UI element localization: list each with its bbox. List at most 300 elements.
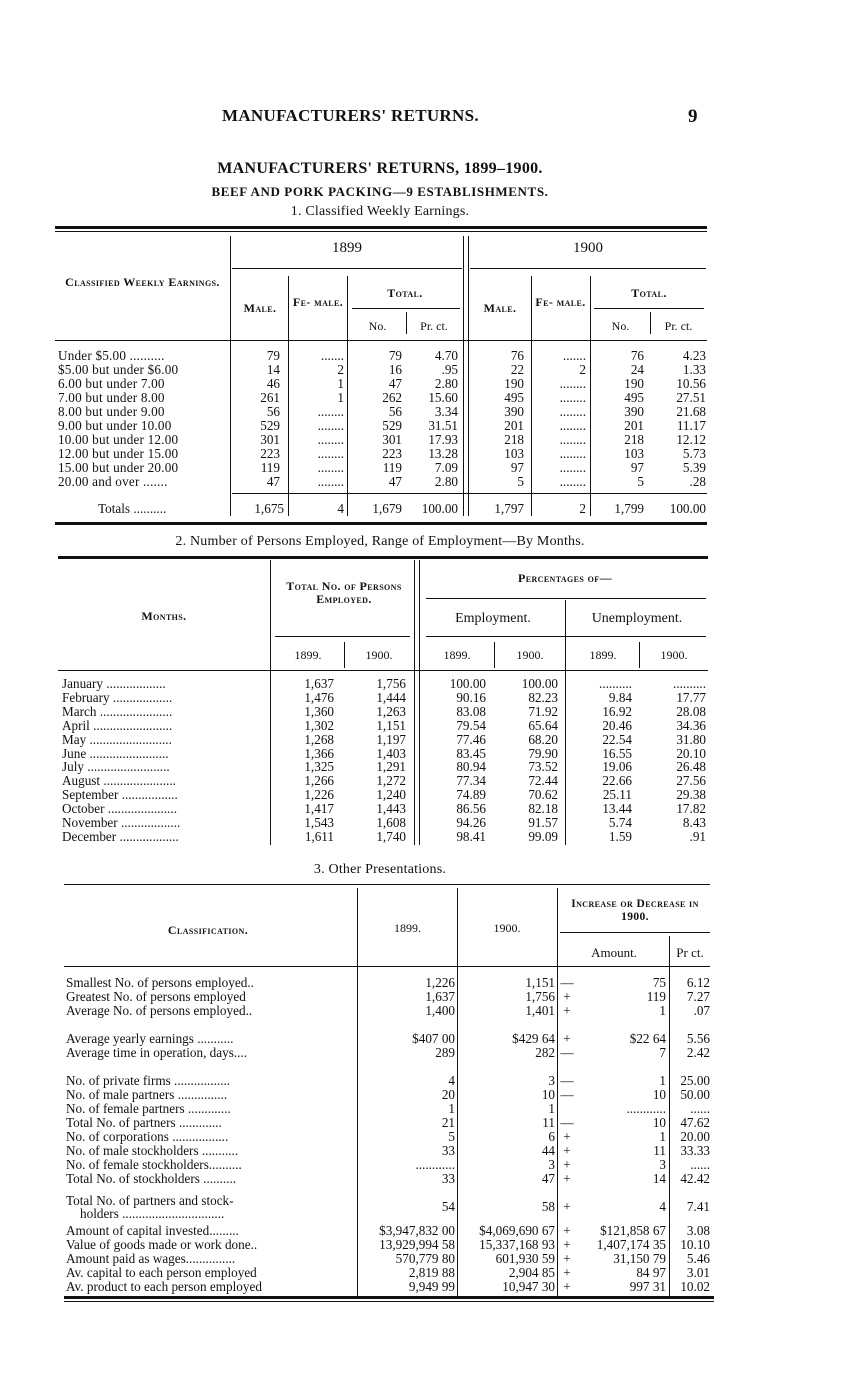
cell-emp-1899: 100.00 — [449, 676, 486, 691]
cell-1899: 21 — [441, 1115, 455, 1130]
cell-amount: 31,150 79 — [613, 1251, 666, 1266]
cell-female-1899: 1 — [337, 390, 344, 405]
cell-female-1900: 2 — [579, 362, 586, 377]
cell-amount: 1 — [659, 1073, 666, 1088]
cell-prct-1899: 17.93 — [428, 432, 458, 447]
table-rule — [58, 556, 708, 559]
cell-emp-1899: 98.41 — [456, 828, 486, 844]
cell-no-1899: 119 — [382, 460, 402, 475]
table-rule — [55, 340, 707, 341]
cell-female-1899: ........ — [317, 418, 344, 433]
cell-1900: 1,401 — [525, 1003, 555, 1018]
cell-no-1899: 529 — [382, 418, 402, 433]
table-row — [0, 719, 862, 733]
cell-amount: $22 64 — [629, 1031, 666, 1046]
section1-title: 1. Classified Weekly Earnings. — [290, 204, 470, 219]
sign-icon: + — [563, 1143, 571, 1158]
table-rule — [64, 1296, 714, 1299]
row-label: $5.00 but under $6.00 — [58, 363, 179, 377]
cell-prct-1899: 15.60 — [428, 390, 458, 405]
table-row — [0, 788, 862, 802]
s2-y1900-total: 1900. — [365, 648, 393, 662]
cell-female-1900: ........ — [559, 446, 586, 461]
sign-icon: + — [563, 1279, 571, 1294]
cell-amount: 7 — [659, 1045, 666, 1060]
row-label: 20.00 and over ....... — [58, 475, 168, 489]
cell-emp-1899: 86.56 — [456, 801, 486, 817]
running-head: MANUFACTURERS' RETURNS. — [222, 106, 479, 125]
cell-prct-1900: 5.73 — [682, 446, 706, 461]
cell-1899: 1,637 — [425, 989, 455, 1004]
cell-female-1900: ........ — [559, 418, 586, 433]
s2-col-unemployment: Unemployment. — [591, 611, 683, 626]
row-label: 8.00 but under 9.00 — [58, 405, 165, 419]
table-rule — [594, 308, 704, 309]
cell-1899: 4 — [448, 1073, 455, 1088]
s2-col-total: Total No. of Persons Employed. — [286, 579, 402, 606]
class-label: Total No. of partners and stock- — [66, 1194, 234, 1208]
month-label: October ..................... — [62, 802, 178, 817]
cell-total-1900: 1,608 — [376, 815, 406, 830]
cell-no-1900: 24 — [630, 362, 644, 377]
cell-no-1900: 495 — [624, 390, 644, 405]
s1-prct-1899: Pr. ct. — [420, 319, 448, 333]
cell-prct: 2.42 — [686, 1045, 710, 1060]
table-row — [0, 1088, 862, 1102]
cell-female-1899: ........ — [317, 432, 344, 447]
table-row — [0, 733, 862, 747]
cell-prct-1900: 11.17 — [676, 418, 706, 433]
cell-female-1899: ........ — [317, 446, 344, 461]
class-label: No. of male partners ............... — [66, 1088, 228, 1102]
table-row — [0, 1074, 862, 1088]
month-label: March ...................... — [62, 704, 173, 719]
cell-amount: 1 — [659, 1129, 666, 1144]
cell-1899: 2,819 88 — [408, 1265, 455, 1280]
cell-female-1899: ........ — [317, 460, 344, 475]
table-rule — [426, 636, 706, 637]
cell-prct: 33.33 — [680, 1143, 710, 1158]
cell-male-1899: 119 — [260, 460, 280, 475]
cell-prct: 3.08 — [686, 1223, 710, 1238]
class-label: Smallest No. of persons employed.. — [66, 976, 254, 990]
cell-prct-1899: 3.34 — [434, 404, 458, 419]
cell-total-1899: 1,417 — [304, 801, 334, 817]
cell-male-1900: 103 — [504, 446, 524, 461]
cell-unemp-1899: 5.74 — [608, 815, 632, 830]
table-rule — [55, 226, 707, 229]
cell-emp-1899: 79.54 — [456, 717, 486, 733]
cell-no-1899: 262 — [382, 390, 402, 405]
cell-amount: $121,858 67 — [600, 1223, 666, 1238]
total-prct-1899: 100.00 — [421, 501, 458, 516]
cell-prct: 47.62 — [680, 1115, 710, 1130]
s3-col-1900: 1900. — [493, 921, 521, 935]
cell-amount: 84 97 — [636, 1265, 666, 1280]
table-row — [0, 1172, 862, 1186]
cell-unemp-1899: 20.46 — [602, 717, 632, 733]
table-row — [0, 1116, 862, 1130]
s1-female-1899: Fe- male. — [292, 295, 344, 309]
table-row — [0, 405, 862, 419]
cell-total-1900: 1,443 — [376, 801, 406, 817]
cell-unemp-1900: .......... — [673, 676, 706, 691]
cell-prct: 25.00 — [680, 1073, 710, 1088]
table-rule — [55, 231, 707, 232]
s3-col-amount: Amount. — [591, 945, 637, 960]
cell-emp-1899: 77.46 — [456, 731, 486, 747]
cell-1900: 1,151 — [525, 975, 555, 990]
cell-male-1900: 5 — [517, 474, 524, 489]
cell-prct-1900: 4.23 — [682, 348, 706, 363]
cell-emp-1900: 79.90 — [528, 745, 558, 761]
cell-no-1899: 56 — [388, 404, 402, 419]
s2-y1899-emp: 1899. — [443, 648, 471, 662]
cell-unemp-1900: .91 — [689, 828, 706, 844]
cell-1899: 54 — [441, 1199, 455, 1214]
row-label: 6.00 but under 7.00 — [58, 377, 165, 391]
cell-emp-1900: 70.62 — [528, 787, 558, 803]
cell-amount: 14 — [652, 1171, 666, 1186]
sign-icon: + — [563, 1237, 571, 1252]
cell-1899: 9,949 99 — [408, 1279, 455, 1294]
cell-unemp-1900: 17.82 — [676, 801, 706, 817]
cell-emp-1900: 68.20 — [528, 731, 558, 747]
cell-1899: ............ — [415, 1157, 455, 1172]
table-row — [0, 447, 862, 461]
cell-emp-1899: 90.16 — [456, 689, 486, 705]
cell-emp-1900: 71.92 — [528, 703, 558, 719]
sign-icon: + — [563, 1199, 571, 1214]
cell-unemp-1900: 29.38 — [676, 787, 706, 803]
cell-male-1899: 14 — [266, 362, 280, 377]
sign-icon: + — [563, 1031, 571, 1046]
cell-male-1900: 22 — [510, 362, 524, 377]
table-row — [0, 1158, 862, 1172]
cell-unemp-1899: 1.59 — [608, 828, 632, 844]
table-rule — [470, 268, 706, 269]
cell-total-1900: 1,240 — [376, 787, 406, 803]
cell-prct-1899: 2.80 — [434, 474, 458, 489]
cell-amount: 75 — [652, 975, 666, 990]
cell-male-1899: 56 — [266, 404, 280, 419]
cell-emp-1900: 73.52 — [528, 759, 558, 775]
cell-total-1900: 1,197 — [376, 731, 406, 747]
total-female-1900: 2 — [579, 501, 586, 516]
total-female-1899: 4 — [337, 501, 344, 516]
cell-unemp-1900: 17.77 — [676, 689, 706, 705]
table-row — [0, 1252, 862, 1266]
class-label: Average time in operation, days.... — [66, 1046, 248, 1060]
class-label: Total No. of stockholders .......... — [66, 1172, 237, 1186]
cell-male-1900: 190 — [504, 376, 524, 391]
cell-1899: 1 — [448, 1101, 455, 1116]
cell-prct: 5.46 — [686, 1251, 710, 1266]
cell-prct-1899: 4.70 — [434, 348, 458, 363]
cell-total-1899: 1,476 — [304, 689, 334, 705]
cell-male-1900: 97 — [510, 460, 524, 475]
class-label: Greatest No. of persons employed — [66, 990, 246, 1004]
cell-unemp-1900: 34.36 — [676, 717, 706, 733]
cell-1900: 58 — [541, 1199, 555, 1214]
cell-amount: 10 — [652, 1087, 666, 1102]
table-row — [0, 1144, 862, 1158]
main-title: MANUFACTURERS' RETURNS, 1899–1900. — [217, 160, 543, 177]
month-label: December .................. — [62, 829, 179, 844]
sign-icon: + — [563, 989, 571, 1004]
s1-no-1900: No. — [611, 319, 630, 333]
s3-col-1899: 1899. — [394, 921, 421, 935]
cell-emp-1900: 91.57 — [528, 815, 558, 830]
table-rule — [275, 636, 410, 637]
sub-title: BEEF AND PORK PACKING—9 ESTABLISHMENTS. — [211, 184, 549, 199]
cell-prct-1900: 12.12 — [676, 432, 706, 447]
total-no-1900: 1,799 — [614, 501, 644, 516]
class-label: Average yearly earnings ........... — [66, 1032, 234, 1046]
cell-no-1899: 79 — [388, 348, 402, 363]
cell-emp-1900: 82.18 — [528, 801, 558, 817]
cell-female-1899: 1 — [337, 376, 344, 391]
table-rule — [352, 308, 460, 309]
cell-1899: 1,400 — [425, 1003, 455, 1018]
table-row — [0, 1046, 862, 1060]
cell-total-1899: 1,611 — [304, 828, 334, 844]
s2-y1900-emp: 1900. — [516, 648, 544, 662]
cell-total-1899: 1,268 — [304, 731, 334, 747]
cell-male-1899: 261 — [260, 390, 280, 405]
sign-icon: + — [563, 1171, 571, 1186]
cell-female-1899: ........ — [317, 474, 344, 489]
cell-emp-1900: 99.09 — [528, 828, 558, 844]
table-row — [0, 816, 862, 830]
cell-no-1899: 301 — [382, 432, 402, 447]
class-label: Amount paid as wages............... — [66, 1252, 236, 1266]
cell-prct: ...... — [690, 1157, 710, 1172]
cell-1900: $4,069,690 67 — [479, 1223, 555, 1238]
cell-unemp-1899: 22.54 — [602, 731, 632, 747]
table-row — [0, 1224, 862, 1238]
s2-col-employment: Employment. — [455, 611, 531, 626]
month-label: August ...................... — [62, 774, 176, 789]
cell-amount: 3 — [659, 1157, 666, 1172]
cell-no-1900: 190 — [624, 376, 644, 391]
sign-icon: + — [563, 1265, 571, 1280]
s3-col-classification: Classification. — [167, 923, 249, 937]
cell-unemp-1899: 16.55 — [602, 745, 632, 761]
section3-title: 3. Other Presentations. — [313, 862, 447, 877]
table-rule — [64, 884, 710, 885]
cell-emp-1900: 100.00 — [521, 676, 558, 691]
cell-prct: 50.00 — [680, 1087, 710, 1102]
cell-emp-1899: 77.34 — [456, 773, 486, 789]
table-row — [0, 1102, 862, 1116]
cell-1900: 47 — [541, 1171, 555, 1186]
cell-total-1900: 1,756 — [376, 676, 406, 691]
cell-prct: 3.01 — [686, 1265, 710, 1280]
cell-1900: 10 — [541, 1087, 555, 1102]
cell-unemp-1900: 31.80 — [676, 731, 706, 747]
month-label: November .................. — [62, 816, 181, 830]
cell-1899: $3,947,832 00 — [379, 1223, 455, 1238]
cell-1900: 15,337,168 93 — [479, 1237, 555, 1252]
cell-male-1899: 529 — [260, 418, 280, 433]
cell-1899: 570,779 80 — [395, 1251, 455, 1266]
cell-total-1899: 1,360 — [304, 703, 334, 719]
cell-male-1899: 301 — [260, 432, 280, 447]
cell-prct-1899: 7.09 — [434, 460, 458, 475]
cell-male-1900: 390 — [504, 404, 524, 419]
s2-y1899-unemp: 1899. — [589, 648, 617, 662]
cell-1900: 10,947 30 — [502, 1279, 555, 1294]
cell-1899: 13,929,994 58 — [379, 1237, 455, 1252]
cell-female-1899: 2 — [337, 362, 344, 377]
cell-prct-1900: 27.51 — [676, 390, 706, 405]
s1-male-1899: Male. — [243, 301, 277, 315]
s1-col-header: Classified Weekly Earnings. — [65, 275, 220, 289]
cell-unemp-1900: 8.43 — [682, 815, 706, 830]
cell-1900: 1 — [548, 1101, 555, 1116]
cell-prct-1900: 1.33 — [682, 362, 706, 377]
table-row — [0, 1130, 862, 1144]
cell-1900: 282 — [535, 1045, 555, 1060]
cell-unemp-1899: 16.92 — [602, 703, 632, 719]
month-label: September ................. — [62, 788, 178, 803]
cell-amount: 11 — [653, 1143, 666, 1158]
table-row — [0, 1238, 862, 1252]
cell-1900: 1,756 — [525, 989, 555, 1004]
sign-icon: — — [560, 975, 574, 990]
table-row — [0, 1032, 862, 1046]
cell-1900: 6 — [548, 1129, 555, 1144]
cell-prct: 7.27 — [686, 989, 710, 1004]
cell-female-1900: ........ — [559, 376, 586, 391]
row-label: 9.00 but under 10.00 — [58, 419, 172, 433]
table-rule — [58, 670, 708, 671]
cell-1899: 20 — [441, 1087, 455, 1102]
sign-icon: — — [560, 1073, 574, 1088]
cell-1899: 1,226 — [425, 975, 455, 990]
cell-1899: 33 — [441, 1171, 455, 1186]
cell-amount: 1 — [659, 1003, 666, 1018]
class-label: Av. product to each person employed — [66, 1280, 262, 1294]
cell-1900: 601,930 59 — [495, 1251, 555, 1266]
row-label: 10.00 but under 12.00 — [58, 433, 179, 447]
cell-emp-1899: 94.26 — [456, 815, 486, 830]
cell-male-1899: 79 — [266, 348, 280, 363]
table-rule — [426, 598, 706, 599]
cell-total-1899: 1,226 — [304, 787, 334, 803]
s1-no-1899: No. — [368, 319, 387, 333]
class-label: No. of female partners ............. — [66, 1102, 231, 1116]
table-rule — [55, 522, 707, 525]
row-label: Under $5.00 .......... — [58, 349, 165, 363]
cell-female-1900: ........ — [559, 404, 586, 419]
month-label: July ......................... — [62, 760, 170, 775]
cell-male-1900: 201 — [504, 418, 524, 433]
s2-y1900-unemp: 1900. — [660, 648, 688, 662]
table-row — [0, 677, 862, 691]
cell-male-1899: 223 — [260, 446, 280, 461]
table-row — [0, 419, 862, 433]
sign-icon: — — [560, 1115, 574, 1130]
month-label: April ........................ — [62, 718, 173, 733]
cell-total-1900: 1,403 — [376, 745, 406, 761]
class-label: Amount of capital invested......... — [66, 1224, 239, 1238]
class-label: No. of female stockholders.......... — [66, 1158, 242, 1172]
table-row — [0, 705, 862, 719]
cell-unemp-1899: 19.06 — [602, 759, 632, 775]
class-label: No. of corporations ................. — [66, 1130, 229, 1144]
cell-prct: 10.10 — [680, 1237, 710, 1252]
cell-amount: ............ — [626, 1101, 666, 1116]
s1-year-1900: 1900 — [573, 240, 603, 256]
total-prct-1900: 100.00 — [669, 501, 706, 516]
table-rule — [64, 1301, 714, 1302]
cell-emp-1899: 80.94 — [456, 759, 486, 775]
cell-prct-1900: 10.56 — [676, 376, 706, 391]
cell-no-1899: 16 — [388, 362, 402, 377]
cell-total-1899: 1,366 — [304, 745, 334, 761]
table-row-values — [0, 1200, 862, 1214]
cell-no-1899: 47 — [388, 474, 402, 489]
cell-prct: 7.41 — [686, 1199, 710, 1214]
cell-no-1899: 223 — [382, 446, 402, 461]
cell-no-1900: 97 — [630, 460, 644, 475]
cell-total-1899: 1,543 — [304, 815, 334, 830]
cell-1899: 289 — [435, 1045, 455, 1060]
table-row — [0, 349, 862, 363]
sign-icon: — — [560, 1087, 574, 1102]
class-label: Total No. of partners ............. — [66, 1116, 222, 1130]
cell-total-1900: 1,740 — [376, 828, 406, 844]
s2-col-months: Months. — [141, 609, 187, 623]
cell-prct-1899: .95 — [441, 362, 458, 377]
cell-unemp-1899: 25.11 — [602, 787, 632, 803]
cell-prct-1900: 5.39 — [682, 460, 706, 475]
table-row — [0, 802, 862, 816]
table-row — [0, 774, 862, 788]
cell-total-1900: 1,444 — [376, 689, 406, 705]
cell-male-1899: 46 — [266, 376, 280, 391]
s1-year-1899: 1899 — [332, 240, 362, 256]
cell-prct: ...... — [690, 1101, 710, 1116]
table-row — [0, 1004, 862, 1018]
cell-prct: 42.42 — [680, 1171, 710, 1186]
cell-1900: $429 64 — [512, 1031, 555, 1046]
cell-prct-1899: 31.51 — [428, 418, 458, 433]
cell-total-1900: 1,272 — [376, 773, 406, 789]
cell-prct: .07 — [693, 1003, 710, 1018]
month-label: January .................. — [62, 677, 166, 691]
cell-no-1899: 47 — [388, 376, 402, 391]
row-label: 7.00 but under 8.00 — [58, 391, 165, 405]
cell-emp-1900: 72.44 — [528, 773, 558, 789]
cell-unemp-1900: 26.48 — [676, 759, 706, 775]
month-label: February .................. — [62, 690, 173, 705]
cell-unemp-1900: 27.56 — [676, 773, 706, 789]
cell-1900: 11 — [542, 1115, 555, 1130]
row-label: 15.00 but under 20.00 — [58, 461, 179, 475]
cell-unemp-1899: 13.44 — [602, 801, 632, 817]
row-label: 12.00 but under 15.00 — [58, 447, 179, 461]
class-label: Av. capital to each person employed — [66, 1266, 257, 1280]
month-label: May ......................... — [62, 732, 172, 747]
cell-total-1899: 1,266 — [304, 773, 334, 789]
table-rule — [232, 268, 462, 269]
cell-amount: 119 — [646, 989, 666, 1004]
table-row — [0, 830, 862, 844]
cell-prct: 10.02 — [680, 1279, 710, 1294]
